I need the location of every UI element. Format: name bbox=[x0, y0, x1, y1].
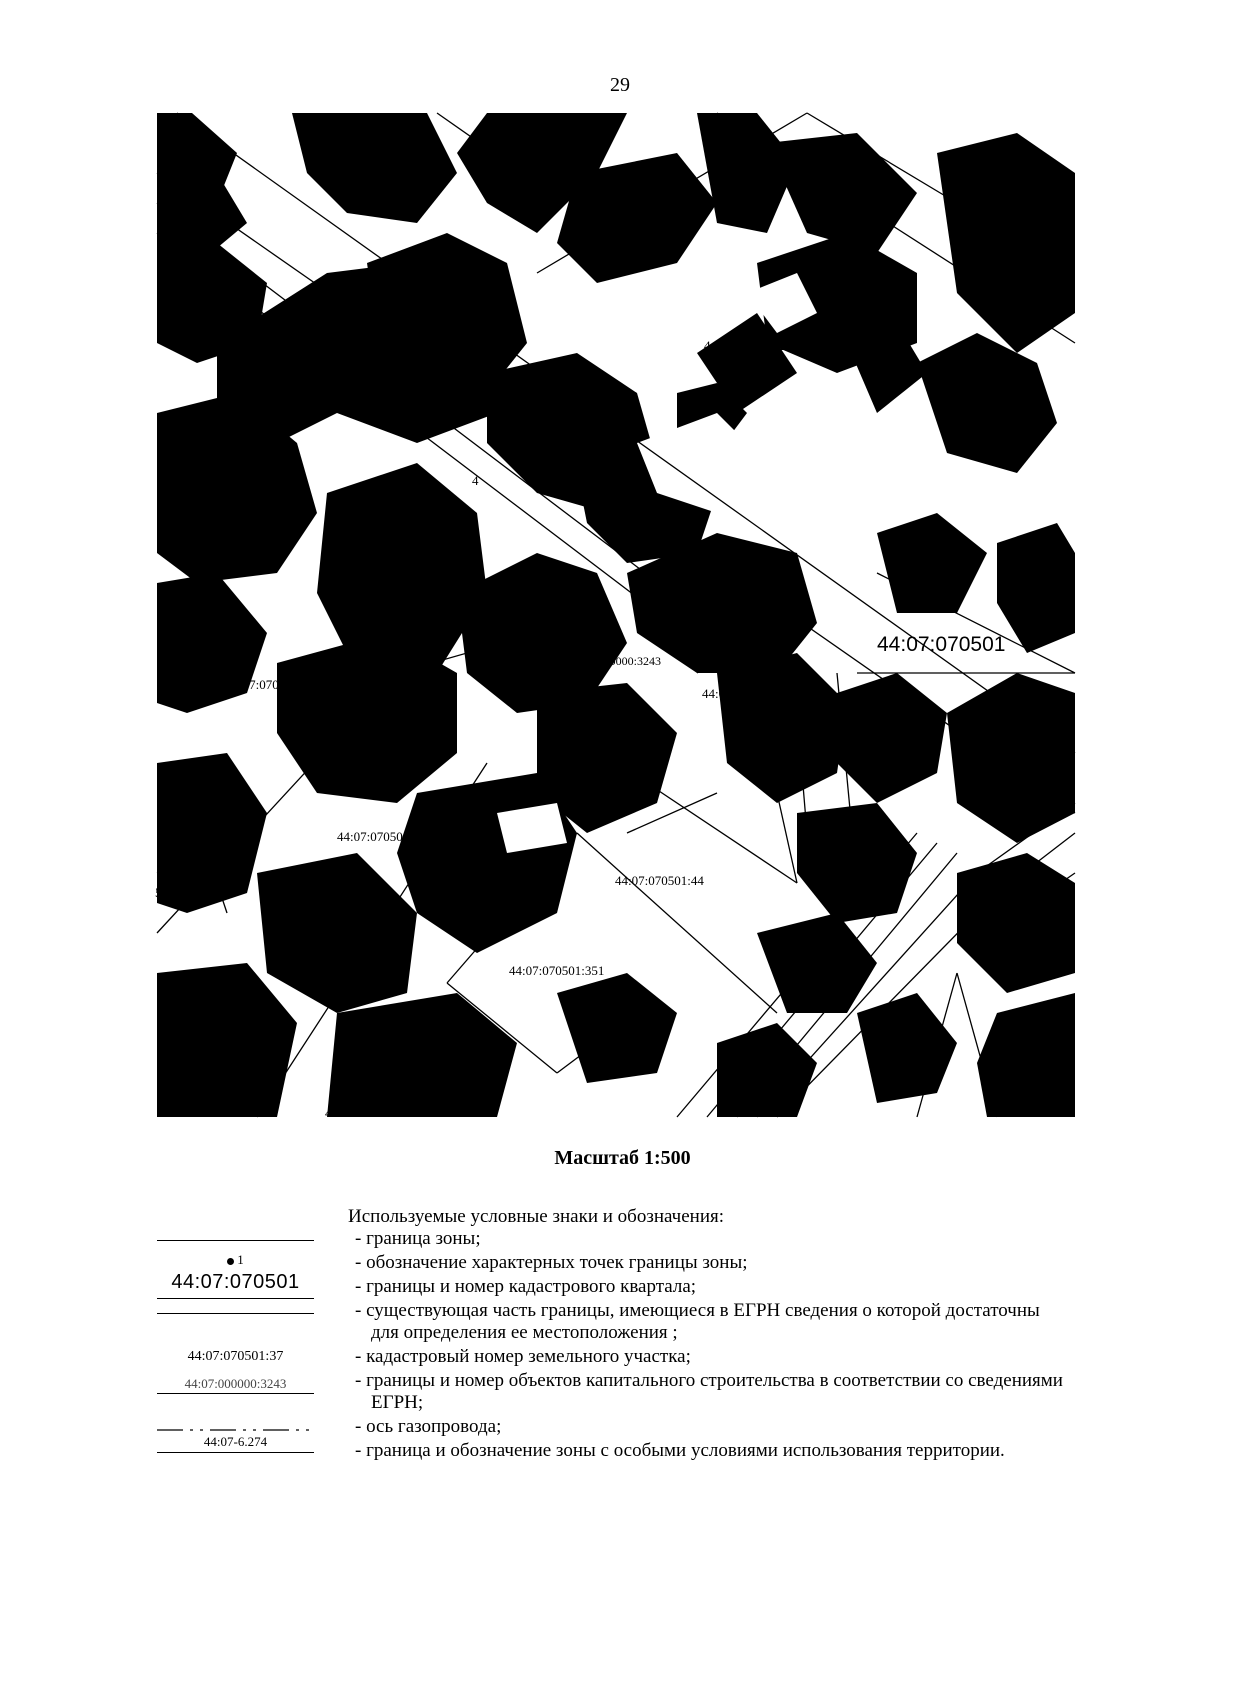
legend-item-zone-boundary: - граница зоны; bbox=[355, 1228, 481, 1249]
object-number-symbol: 44:07:000000:3243 bbox=[184, 1376, 287, 1391]
map-label-parcel-7: 44:07:070501:7 bbox=[226, 677, 309, 692]
dash-dot-line-icon bbox=[157, 1427, 314, 1433]
map-label-parcel-44: 44:07:070501:44 bbox=[615, 873, 704, 888]
legend-item-existing-boundary-cont: для определения ее местоположения ; bbox=[371, 1322, 678, 1343]
legend-item-parcel: - кадастровый номер земельного участка; bbox=[355, 1346, 691, 1367]
scale-caption: Масштаб 1:500 bbox=[554, 1147, 691, 1169]
cadastral-map bbox=[155, 113, 1075, 1120]
point-symbol bbox=[157, 1252, 314, 1268]
legend-item-objects-cont: ЕГРН; bbox=[371, 1392, 424, 1413]
legend-item-special-zone: - граница и обозначение зоны с особыми условиями использования территории. bbox=[355, 1440, 1005, 1461]
legend-item-quarter: - границы и номер кадастрового квартала; bbox=[355, 1276, 697, 1297]
legend-title: Используемые условные знаки и обозначения: bbox=[348, 1206, 725, 1227]
map-label-parcel-20: 44:07:070501:20 bbox=[704, 338, 793, 353]
existing-boundary-symbol bbox=[157, 1313, 314, 1314]
legend-item-existing-boundary: - существующая часть границы, имеющиеся в ЕГРН сведения о которой достаточны bbox=[355, 1300, 1040, 1321]
legend-item-gas-pipeline: - ось газопровода; bbox=[355, 1416, 502, 1437]
parcel-number-symbol: 44:07:070501:37 bbox=[187, 1349, 284, 1364]
map-image bbox=[155, 113, 1075, 1120]
page-number: 29 bbox=[610, 74, 630, 96]
map-label-point: 4 bbox=[472, 473, 479, 488]
legend-item-objects: - границы и номер объектов капитального строительства в соответствии со сведениями bbox=[355, 1370, 1063, 1391]
zone-number-symbol: 44:07-6.274 bbox=[203, 1434, 268, 1449]
object-boundary-line bbox=[157, 1393, 314, 1394]
point-number: 1 bbox=[237, 1252, 244, 1267]
map-label-zone-274: 44:07-6.274 bbox=[702, 686, 766, 701]
map-label-quarter: 44:07:070501 bbox=[877, 633, 1006, 656]
zone-boundary-symbol bbox=[157, 1240, 314, 1241]
map-label-parcel-08: 44:07:07050 bbox=[337, 829, 403, 844]
legend-item-points: - обозначение характерных точек границы зоны; bbox=[355, 1252, 748, 1273]
map-label-edge-left: 52 bbox=[155, 885, 168, 900]
map-label-edge-bottom: 44:07:070501:4 bbox=[325, 1106, 402, 1120]
quarter-number-symbol: 44:07:070501 bbox=[171, 1271, 300, 1293]
map-label-edge-right: B bbox=[1064, 269, 1073, 284]
point-dot-icon bbox=[227, 1258, 234, 1265]
map-label-parcel-351: 44:07:070501:351 bbox=[509, 963, 605, 978]
special-zone-boundary-line bbox=[157, 1452, 314, 1453]
map-label-parcel-14: 1:14 bbox=[237, 484, 261, 499]
map-label-oks-3243: 44:07:000000:3243 bbox=[567, 654, 662, 668]
quarter-boundary-line bbox=[157, 1298, 314, 1299]
